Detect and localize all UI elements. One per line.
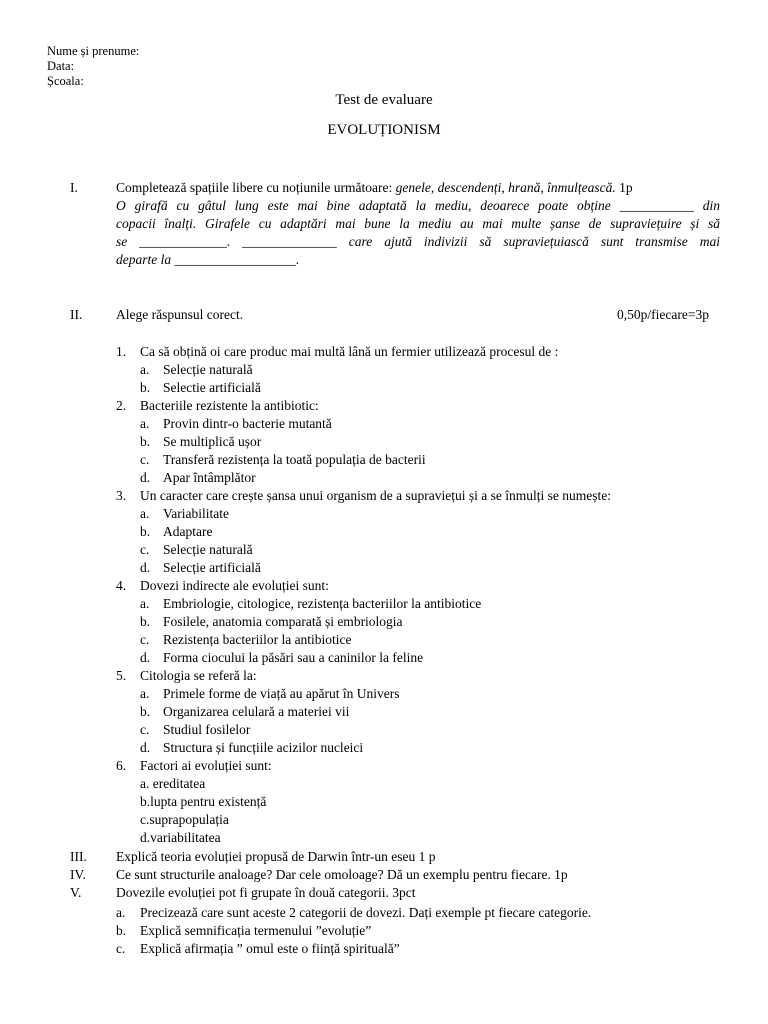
option-text: Organizarea celulară a materiei vii <box>163 704 350 719</box>
option-letter: c. <box>140 722 150 737</box>
question-5-text: Citologia se referă la: <box>140 668 257 683</box>
option-letter: b. <box>140 614 151 629</box>
option-text: Structura și funcțiile acizilor nucleici <box>163 740 364 755</box>
option-letter: c. <box>140 452 150 467</box>
option-text: Studiul fosilelor <box>163 722 251 737</box>
option-letter: a. <box>140 506 150 521</box>
option-letter: c. <box>140 542 150 557</box>
option-letter: a. <box>140 596 150 611</box>
section-3-number: III. <box>70 849 87 864</box>
school-label: Școala: <box>47 74 84 88</box>
option-text: Variabilitate <box>163 506 229 521</box>
section-2-points: 0,50p/fiecare=3p <box>617 307 709 322</box>
option-letter: d. <box>140 560 151 575</box>
option-text: Adaptare <box>163 524 213 539</box>
option-text: Embriologie, citologice, rezistența bacteriilor la antibiotice <box>163 596 482 611</box>
question-3-text: Un caracter care crește șansa unui organism de a supraviețui și a se înmulți se numește: <box>140 488 611 503</box>
question-3-number: 3. <box>116 488 127 503</box>
option-inline: a. ereditatea <box>140 776 206 791</box>
question-2-text: Bacteriile rezistente la antibiotic: <box>140 398 319 413</box>
option-inline: d.variabilitatea <box>140 830 221 845</box>
section-1-number: I. <box>70 180 78 195</box>
name-label: Nume și prenume: <box>47 44 140 58</box>
section-5-text: Dovezile evoluției pot fi grupate în două categorii. 3pct <box>116 885 416 900</box>
section-5-item-text: Explică afirmația ” omul este o ființă spirituală” <box>140 941 400 956</box>
option-letter: b. <box>140 524 151 539</box>
section-1-text-line: O girafă cu gâtul lung este mai bine adaptată la mediu, deoarece poate obține ___________ din <box>116 198 720 213</box>
section-5-item-text: Explică semnificația termenului ”evoluție” <box>140 923 372 938</box>
option-text: Rezistența bacteriilor la antibiotice <box>163 632 352 647</box>
question-6-text: Factori ai evoluției sunt: <box>140 758 272 773</box>
section-2-instruction: Alege răspunsul corect. <box>116 307 244 322</box>
option-letter: b. <box>140 434 151 449</box>
option-text: Forma ciocului la păsări sau a caninilor la feline <box>163 650 424 665</box>
option-text: Selecție naturală <box>163 362 253 377</box>
question-5-number: 5. <box>116 668 127 683</box>
document-title: Test de evaluare <box>335 92 433 108</box>
section-1-text-line: copacii înalți. Girafele cu adaptări mai bune la mediu au mai multe șanse de supraviețuire și să <box>116 216 720 231</box>
section-4-text: Ce sunt structurile analoage? Dar cele omoloage? Dă un exemplu pentru fiecare. 1p <box>116 867 568 882</box>
section-1-text-line: departe la __________________. <box>116 252 300 267</box>
option-letter: a. <box>140 686 150 701</box>
option-text: Selecție artificială <box>163 560 261 575</box>
section-1-instruction <box>116 179 633 197</box>
option-text: Transferă rezistența la toată populația de bacterii <box>163 452 426 467</box>
question-6-number: 6. <box>116 758 127 773</box>
section-5-number: V. <box>70 885 82 900</box>
question-4-number: 4. <box>116 578 127 593</box>
section-5-item-letter: c. <box>116 941 126 956</box>
option-letter: d. <box>140 740 151 755</box>
option-text: Se multiplică ușor <box>163 434 262 449</box>
option-text: Provin dintr-o bacterie mutantă <box>163 416 332 431</box>
section-5-item-letter: b. <box>116 923 127 938</box>
option-letter: b. <box>140 380 151 395</box>
section-4-number: IV. <box>70 867 86 882</box>
option-inline: b.lupta pentru existență <box>140 794 267 809</box>
section-1-instruction-text: Completează spațiile libere cu noțiunile următoare: <box>116 180 396 195</box>
section-5-item-letter: a. <box>116 905 126 920</box>
option-letter: d. <box>140 650 151 665</box>
option-letter: c. <box>140 632 150 647</box>
section-1-text-line: se _____________. ______________ care ajută indivizii să supraviețuiască sunt transmise mai <box>116 234 720 249</box>
section-2-number: II. <box>70 307 83 322</box>
section-5-item-text: Precizează care sunt aceste 2 categorii de dovezi. Dați exemple pt fiecare categorie. <box>140 905 592 920</box>
question-1-number: 1. <box>116 344 127 359</box>
option-letter: d. <box>140 470 151 485</box>
section-1-words: genele, descendenți, hrană, înmulțească. <box>395 180 616 195</box>
option-text: Selecție naturală <box>163 542 253 557</box>
option-inline: c.suprapopulația <box>140 812 229 827</box>
date-label: Data: <box>47 59 75 73</box>
option-letter: a. <box>140 362 150 377</box>
option-text: Apar întâmplător <box>163 470 256 485</box>
section-1-points: 1p <box>615 180 633 195</box>
question-4-text: Dovezi indirecte ale evoluției sunt: <box>140 578 329 593</box>
option-letter: a. <box>140 416 150 431</box>
question-2-number: 2. <box>116 398 127 413</box>
question-1-text: Ca să obțină oi care produc mai multă lână un fermier utilizează procesul de : <box>140 344 559 359</box>
option-letter: b. <box>140 704 151 719</box>
option-text: Primele forme de viață au apărut în Univers <box>163 686 400 701</box>
document-subtitle: EVOLUȚIONISM <box>327 122 441 138</box>
option-text: Fosilele, anatomia comparată și embriologia <box>163 614 403 629</box>
option-text: Selectie artificială <box>163 380 261 395</box>
section-3-text: Explică teoria evoluției propusă de Darwin într-un eseu 1 p <box>116 849 436 864</box>
